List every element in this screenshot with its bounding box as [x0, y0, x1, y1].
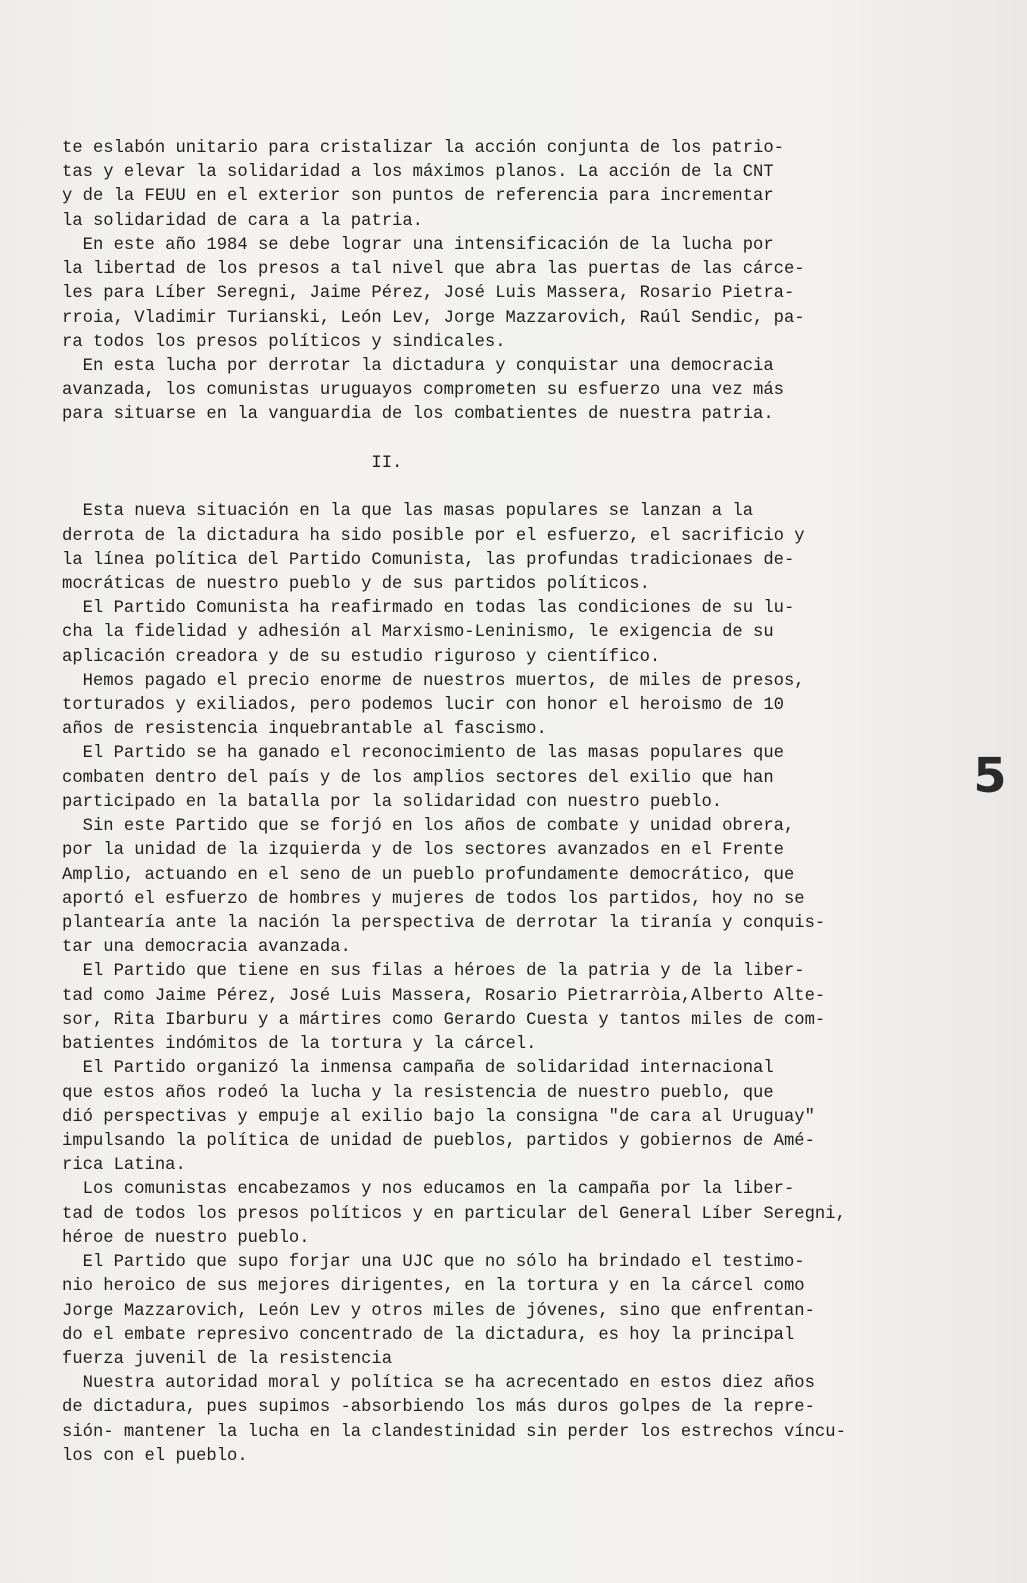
text-line: rica Latina.: [62, 1156, 186, 1176]
text-line: Los comunistas encabezamos y nos educamos en la campaña por la liber-: [62, 1180, 795, 1200]
blank-line: [62, 428, 997, 452]
text-line: sión- mantener la lucha en la clandestinidad sin perder los estrechos víncu-: [62, 1422, 846, 1442]
text-line: tad como Jaime Pérez, José Luis Massera, Rosario Pietrarròia,Alberto Alte-: [62, 986, 826, 1006]
text-line: derrota de la dictadura ha sido posible por el esfuerzo, el sacrificio y: [62, 526, 805, 546]
text-line: El Partido organizó la inmensa campaña de solidaridad internacional: [62, 1059, 774, 1079]
text-line: los con el pueblo.: [62, 1446, 248, 1466]
text-line: rroia, Vladimir Turianski, León Lev, Jorge Mazzarovich, Raúl Sendic, pa-: [62, 308, 805, 328]
text-line: tar una democracia avanzada.: [62, 938, 351, 958]
text-line: Nuestra autoridad moral y política se ha acrecentado en estos diez años: [62, 1374, 815, 1394]
text-line: por la unidad de la izquierda y de los sectores avanzados en el Frente: [62, 841, 784, 861]
text-line: torturados y exiliados, pero podemos lucir con honor el heroismo de 10: [62, 696, 784, 716]
text-line: fuerza juvenil de la resistencia: [62, 1349, 393, 1369]
text-line: participado en la batalla por la solidaridad con nuestro pueblo.: [62, 792, 723, 812]
text-line: Esta nueva situación en la que las masas populares se lanzan a la: [62, 502, 754, 522]
text-line: les para Líber Seregni, Jaime Pérez, José Luis Massera, Rosario Pietra-: [62, 284, 795, 304]
text-line: Amplio, actuando en el seno de un pueblo profundamente democrático, que: [62, 865, 795, 885]
text-line: nio heroico de sus mejores dirigentes, en la tortura y en la cárcel como: [62, 1277, 805, 1297]
text-line: mocráticas de nuestro pueblo y de sus partidos políticos.: [62, 574, 650, 594]
text-line: la línea política del Partido Comunista, las profundas tradicionaes de-: [62, 550, 795, 570]
text-line: El Partido que supo forjar una UJC que no sólo ha brindado el testimo-: [62, 1253, 805, 1273]
text-line: Hemos pagado el precio enorme de nuestros muertos, de miles de presos,: [62, 671, 805, 691]
text-line: la solidaridad de cara a la patria.: [62, 211, 423, 231]
text-line: que estos años rodeó la lucha y la resistencia de nuestro pueblo, que: [62, 1083, 774, 1103]
text-line: tas y elevar la solidaridad a los máximos planos. La acción de la CNT: [62, 163, 774, 183]
text-line: Sin este Partido que se forjó en los años de combate y unidad obrera,: [62, 817, 795, 837]
text-line: plantearía ante la nación la perspectiva de derrotar la tiranía y conquis-: [62, 914, 826, 933]
text-line: te eslabón unitario para cristalizar la acción conjunta de los patrio-: [62, 139, 784, 158]
text-line: impulsando la política de unidad de pueblos, partidos y gobiernos de Amé-: [62, 1131, 815, 1151]
text-line: de dictadura, pues supimos -absorbiendo los más duros golpes de la repre-: [62, 1398, 815, 1418]
blank-line: [62, 476, 997, 500]
text-line: la libertad de los presos a tal nivel que abra las puertas de las cárce-: [62, 260, 805, 280]
page-number: 5: [973, 748, 1007, 804]
text-line: tad de todos los presos políticos y en particular del General Líber Seregni,: [62, 1204, 846, 1224]
text-line: combaten dentro del país y de los amplios sectores del exilio que han: [62, 768, 774, 788]
text-line: y de la FEUU en el exterior son puntos de referencia para incrementar: [62, 187, 774, 207]
text-line: En esta lucha por derrotar la dictadura y conquistar una democracia: [62, 356, 774, 376]
text-line: Jorge Mazzarovich, León Lev y otros miles de jóvenes, sino que enfrentan-: [62, 1301, 815, 1321]
text-line: héroe de nuestro pueblo.: [62, 1228, 310, 1248]
text-line: cha la fidelidad y adhesión al Marxismo-Leninismo, le exigencia de su: [62, 623, 774, 643]
section-heading: II.: [62, 453, 403, 473]
text-line: El Partido que tiene en sus filas a héroes de la patria y de la liber-: [62, 962, 805, 982]
text-line: batientes indómitos de la tortura y la cárcel.: [62, 1035, 537, 1055]
text-line: do el embate represivo concentrado de la dictadura, es hoy la principal: [62, 1325, 795, 1345]
text-line: El Partido Comunista ha reafirmado en todas las condiciones de su lu-: [62, 599, 795, 619]
body-text: [62, 137, 997, 1469]
text-line: aplicación creadora y de su estudio riguroso y científico.: [62, 647, 661, 667]
text-line: ra todos los presos políticos y sindicales.: [62, 332, 506, 352]
text-line: En este año 1984 se debe lograr una intensificación de la lucha por: [62, 235, 774, 255]
text-line: El Partido se ha ganado el reconocimiento de las masas populares que: [62, 744, 784, 764]
text-line: dió perspectivas y empuje al exilio bajo la consigna "de cara al Uruguay": [62, 1107, 815, 1127]
text-line: para situarse en la vanguardia de los combatientes de nuestra patria.: [62, 405, 774, 425]
text-line: aportó el esfuerzo de hombres y mujeres de todos los partidos, hoy no se: [62, 889, 805, 909]
text-line: avanzada, los comunistas uruguayos comprometen su esfuerzo una vez más: [62, 381, 784, 401]
text-line: sor, Rita Ibarburu y a mártires como Gerardo Cuesta y tantos miles de com-: [62, 1010, 826, 1030]
text-line: años de resistencia inquebrantable al fascismo.: [62, 720, 547, 740]
